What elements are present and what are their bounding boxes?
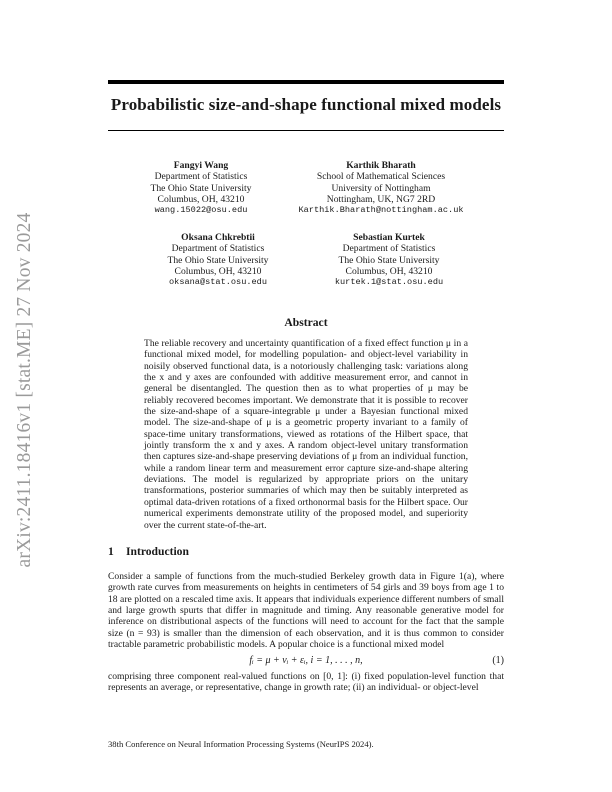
author-name: Oksana Chkrebtii (181, 232, 255, 243)
arxiv-identifier-text: arXiv:2411.18416v1 [stat.ME] 27 Nov 2024 (14, 212, 35, 568)
author-name: Karthik Bharath (346, 160, 416, 171)
author-block-2 (281, 160, 481, 216)
paper-title: Probabilistic size-and-shape functional mixed models (110, 95, 502, 114)
author-block-1 (101, 160, 301, 216)
abstract-heading: Abstract (284, 316, 328, 329)
title-bottom-rule (108, 130, 504, 131)
author-name: Fangyi Wang (173, 160, 229, 171)
title-top-rule (108, 80, 504, 84)
equation-text: fᵢ = μ + vᵢ + εᵢ, i = 1, . . . , n, (249, 655, 363, 666)
author-institution: The Ohio State University (338, 254, 440, 266)
author-address: Nottingham, UK, NG7 2RD (326, 193, 436, 205)
abstract-text: The reliable recovery and uncertainty quantification of a fixed effect function μ in a functional mixed model, for modelling population- and object-level variability in noisily observed functional data, is a notoriously challenging task: variations along the x and y axes are confounded with additive measurement error, and cannot in general be disentangled. The question then as to what properties of μ may be reliably recovered becomes important. We demonstrate that it is possible to recover the size-and-shape of a square-integrable μ under a Bayesian functional mixed model. The size-and-shape of μ is a geometric property invariant to a family of space-time unitary transformations, viewed as rotations of the Hilbert space, that jointly transform the x and y axes. A random object-level unitary transformation then captures size-and-shape preserving deviations of μ from an individual function, while a random linear term and measurement error capture size-and-shape altering deviations. The model is regularized by appropriate priors on the unitary transformations, posterior summaries of which may then be suitably interpreted as optimal data-driven rotations of a fixed orthonormal basis for the Hilbert space. Our numerical experiments demonstrate utility of the proposed model, and superiority over the current state-of-the-art. (144, 338, 468, 531)
author-department: School of Mathematical Sciences (316, 171, 446, 183)
conference-footer: 38th Conference on Neural Information Processing Systems (NeurIPS 2024). (108, 739, 374, 749)
author-department: Department of Statistics (154, 171, 248, 183)
intro-paragraph-1: Consider a sample of functions from the much-studied Berkeley growth data in Figure 1(a), where growth rate curves from measurements on heights in centimeters of 54 girls and 39 boys from age 1 to 18 are plotted on a rescaled time axis. It appears that individuals experience different numbers of small and large growth spurts that differ in magnitude and timing. Any reasonable generative model for inference on distributional aspects of the functions will need to account for the fact that the sample size (n = 93) is smaller than the dimension of each observation, and it is thus common to consider tractable parametric probabilistic models. A popular choice is a functional mixed model (108, 571, 504, 651)
author-email[interactable]: wang.15022@osu.edu (154, 205, 248, 216)
section-heading (108, 545, 189, 558)
author-department: Department of Statistics (171, 243, 265, 255)
author-email[interactable]: kurtek.1@stat.osu.edu (334, 277, 444, 288)
author-institution: University of Nottingham (331, 182, 431, 194)
intro-paragraph-2: comprising three component real-valued functions on [0, 1]: (i) fixed population-level function that represents an average, or representative, change in growth rate; (ii) an individual- or object-level (108, 671, 504, 694)
equation-1 (108, 655, 504, 669)
author-email[interactable]: oksana@stat.osu.edu (169, 277, 267, 288)
author-block-3 (118, 232, 318, 288)
equation-number: (1) (492, 655, 504, 666)
author-institution: The Ohio State University (150, 182, 252, 194)
author-address: Columbus, OH, 43210 (157, 193, 245, 205)
arxiv-identifier (10, 205, 40, 575)
section-number: 1 (108, 545, 114, 558)
author-email[interactable]: Karthik.Bharath@nottingham.ac.uk (298, 205, 464, 216)
author-address: Columbus, OH, 43210 (345, 265, 433, 277)
author-name: Sebastian Kurtek (353, 232, 425, 243)
author-block-4 (289, 232, 489, 288)
author-institution: The Ohio State University (167, 254, 269, 266)
section-title: Introduction (126, 545, 189, 558)
author-address: Columbus, OH, 43210 (174, 265, 262, 277)
author-department: Department of Statistics (342, 243, 436, 255)
